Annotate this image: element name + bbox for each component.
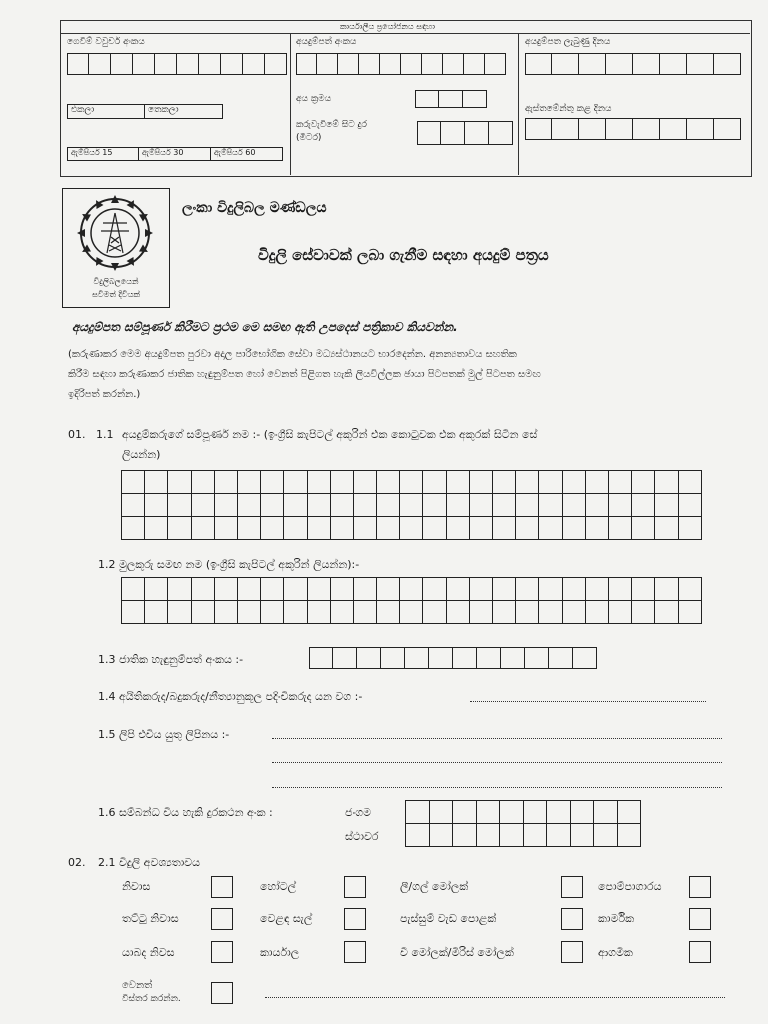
letter-cell[interactable] bbox=[469, 578, 492, 601]
letter-cell[interactable] bbox=[214, 517, 237, 540]
letter-cell[interactable] bbox=[632, 601, 655, 624]
letter-cell[interactable] bbox=[353, 494, 376, 517]
letter-cell[interactable] bbox=[608, 578, 631, 601]
area-boxes[interactable] bbox=[415, 90, 487, 108]
letter-cell[interactable] bbox=[191, 471, 214, 494]
nic-digit-cell[interactable] bbox=[453, 647, 477, 669]
instructions-line-3: ඉදිරිපත් කරන්න.) bbox=[68, 389, 141, 400]
address-line-3[interactable] bbox=[272, 787, 722, 788]
letter-cell[interactable] bbox=[500, 824, 524, 847]
letter-cell[interactable] bbox=[214, 601, 237, 624]
letter-cell[interactable] bbox=[122, 601, 145, 624]
logo-caption-1: විදුලිබලයෙන් bbox=[93, 277, 139, 286]
ceb-logo bbox=[62, 188, 170, 308]
letter-cell[interactable] bbox=[168, 601, 191, 624]
option-label: වෙළඳ සැල් bbox=[260, 912, 313, 925]
mobile-label: ජංගම bbox=[345, 806, 372, 819]
letter-cell[interactable] bbox=[655, 517, 678, 540]
letter-cell[interactable] bbox=[585, 578, 608, 601]
letter-cell[interactable] bbox=[469, 471, 492, 494]
letter-cell[interactable] bbox=[539, 471, 562, 494]
letter-cell[interactable] bbox=[330, 494, 353, 517]
letter-cell[interactable] bbox=[655, 601, 678, 624]
letter-cell[interactable] bbox=[446, 601, 469, 624]
letter-cell[interactable] bbox=[632, 494, 655, 517]
letter-cell[interactable] bbox=[330, 471, 353, 494]
letter-cell[interactable] bbox=[608, 517, 631, 540]
letter-cell[interactable] bbox=[145, 471, 168, 494]
letter-cell[interactable] bbox=[500, 801, 524, 824]
letter-cell[interactable] bbox=[562, 601, 585, 624]
letter-cell[interactable] bbox=[617, 801, 641, 824]
option-label: නිවාස bbox=[122, 880, 151, 893]
letter-cell[interactable] bbox=[493, 494, 516, 517]
letter-cell[interactable] bbox=[237, 494, 260, 517]
letter-cell[interactable] bbox=[678, 601, 701, 624]
letter-cell[interactable] bbox=[429, 824, 453, 847]
letter-cell[interactable] bbox=[446, 494, 469, 517]
letter-cell[interactable] bbox=[547, 801, 571, 824]
option-checkbox[interactable] bbox=[211, 876, 233, 898]
letter-cell[interactable] bbox=[453, 824, 477, 847]
option-checkbox[interactable] bbox=[211, 908, 233, 930]
letter-cell[interactable] bbox=[261, 601, 284, 624]
letter-cell[interactable] bbox=[570, 801, 594, 824]
letter-cell[interactable] bbox=[214, 578, 237, 601]
letter-cell[interactable] bbox=[214, 494, 237, 517]
other-label: වෙනත් bbox=[122, 980, 153, 991]
nic-digit-cell[interactable] bbox=[573, 647, 597, 669]
option-checkbox[interactable] bbox=[344, 908, 366, 930]
letter-cell[interactable] bbox=[523, 824, 547, 847]
letter-cell[interactable] bbox=[330, 578, 353, 601]
fixed-label: ස්ථාවර bbox=[345, 830, 379, 843]
letter-cell[interactable] bbox=[423, 517, 446, 540]
letter-cell[interactable] bbox=[261, 494, 284, 517]
logo-caption-2: සවිමත් දිවියක් bbox=[92, 290, 140, 299]
letter-cell[interactable] bbox=[307, 601, 330, 624]
instructions-line-1: (කරුණාකර මෙම අයදුම්පත පුරවා අදාල පාරිභෝගික සේවා මධ්‍යස්ථානයට භාරදෙන්න. අනන්‍යතාවය සහතික bbox=[68, 349, 517, 360]
letter-cell[interactable] bbox=[493, 578, 516, 601]
letter-cell[interactable] bbox=[547, 824, 571, 847]
letter-cell[interactable] bbox=[307, 471, 330, 494]
nic-digit-cell[interactable] bbox=[549, 647, 573, 669]
received-date-label: අයදුම්පත ලැබුණු දිනය bbox=[525, 37, 611, 47]
question-1-6: 1.6 සම්බන්ධ විය හැකි දුරකථන අංක : bbox=[98, 806, 273, 819]
letter-cell[interactable] bbox=[284, 471, 307, 494]
option-label: හෝටල් bbox=[260, 880, 297, 893]
letter-cell[interactable] bbox=[678, 517, 701, 540]
other-description-line[interactable] bbox=[265, 997, 725, 998]
letter-cell[interactable] bbox=[353, 517, 376, 540]
nic-digit-cell[interactable] bbox=[333, 647, 357, 669]
letter-cell[interactable] bbox=[261, 578, 284, 601]
letter-cell[interactable] bbox=[237, 578, 260, 601]
letter-cell[interactable] bbox=[608, 601, 631, 624]
option-checkbox[interactable] bbox=[689, 908, 711, 930]
letter-cell[interactable] bbox=[423, 578, 446, 601]
nic-digit-cell[interactable] bbox=[501, 647, 525, 669]
nic-digit-cell[interactable] bbox=[525, 647, 549, 669]
letter-cell[interactable] bbox=[446, 471, 469, 494]
letter-cell[interactable] bbox=[122, 578, 145, 601]
question-1-1-number: 1.1 bbox=[96, 428, 114, 441]
option-label: කාර්යාල bbox=[260, 946, 300, 959]
letter-cell[interactable] bbox=[284, 601, 307, 624]
letter-cell[interactable] bbox=[493, 517, 516, 540]
letter-cell[interactable] bbox=[330, 601, 353, 624]
section-2-number: 02. bbox=[68, 856, 86, 869]
letter-cell[interactable] bbox=[562, 494, 585, 517]
letter-cell[interactable] bbox=[469, 494, 492, 517]
amp-60: ඇම්පියර් 60 bbox=[211, 147, 283, 161]
option-label: පැස්සුම් වැඩ පොළක් bbox=[400, 912, 497, 925]
letter-cell[interactable] bbox=[585, 471, 608, 494]
letter-cell[interactable] bbox=[516, 471, 539, 494]
letter-cell[interactable] bbox=[539, 601, 562, 624]
form-title: විදුලි සේවාවක් ලබා ගැනීම සඳහා අයදුම් පත්‍රය bbox=[258, 246, 549, 264]
letter-cell[interactable] bbox=[423, 471, 446, 494]
option-checkbox[interactable] bbox=[689, 876, 711, 898]
ownership-input-line[interactable] bbox=[470, 701, 706, 702]
letter-cell[interactable] bbox=[516, 517, 539, 540]
other-checkbox[interactable] bbox=[211, 982, 233, 1004]
distance-label: කරුවැවිමේ සිට දුර bbox=[296, 120, 367, 130]
phone-number-grid[interactable] bbox=[405, 800, 641, 847]
letter-cell[interactable] bbox=[562, 578, 585, 601]
letter-cell[interactable] bbox=[406, 824, 430, 847]
letter-cell[interactable] bbox=[377, 494, 400, 517]
letter-cell[interactable] bbox=[168, 471, 191, 494]
question-2-1: 2.1 විදුලි අවශ්‍යතාවය bbox=[98, 856, 201, 869]
letter-cell[interactable] bbox=[400, 601, 423, 624]
letter-cell[interactable] bbox=[400, 471, 423, 494]
instructions-heading: අයදුම්පත සම්පූර්ණ කිරීමට ප්‍රථම මෙ සමඟ ඇති උපදෙස් පත්‍රිකාව කියවන්න. bbox=[72, 320, 458, 334]
received-date-boxes[interactable] bbox=[525, 53, 741, 75]
letter-cell[interactable] bbox=[516, 578, 539, 601]
letter-cell[interactable] bbox=[423, 601, 446, 624]
letter-cell[interactable] bbox=[570, 824, 594, 847]
distance-boxes[interactable] bbox=[417, 121, 513, 145]
letter-cell[interactable] bbox=[469, 517, 492, 540]
letter-cell[interactable] bbox=[377, 601, 400, 624]
letter-cell[interactable] bbox=[237, 517, 260, 540]
address-line-2[interactable] bbox=[272, 762, 722, 763]
phase-boxes[interactable] bbox=[67, 104, 223, 119]
letter-cell[interactable] bbox=[145, 578, 168, 601]
letter-cell[interactable] bbox=[632, 517, 655, 540]
amp-boxes[interactable] bbox=[67, 147, 283, 161]
letter-cell[interactable] bbox=[377, 517, 400, 540]
letter-cell[interactable] bbox=[585, 601, 608, 624]
letter-cell[interactable] bbox=[632, 471, 655, 494]
question-1-3: 1.3 ජාතික හැඳුනුම්පත් අංකය :- bbox=[98, 653, 244, 666]
letter-cell[interactable] bbox=[353, 601, 376, 624]
letter-cell[interactable] bbox=[446, 578, 469, 601]
instructions-line-2: කිරීම සඳහා කරුණාකර ජාතික හැඳුනුම්පත හෝ වෙනත් පිළිගත හැකි ලියවිල්ලක ඡායා පිටපතක් මුල් පිටපත සමඟ bbox=[68, 369, 541, 380]
letter-cell[interactable] bbox=[594, 801, 618, 824]
question-1-5: 1.5 ලිපි එවිය යුතු ලිපිනය :- bbox=[98, 728, 230, 741]
option-label: කාර්මික bbox=[598, 912, 635, 925]
letter-cell[interactable] bbox=[585, 517, 608, 540]
letter-cell[interactable] bbox=[168, 578, 191, 601]
letter-cell[interactable] bbox=[145, 494, 168, 517]
letter-cell[interactable] bbox=[168, 494, 191, 517]
letter-cell[interactable] bbox=[122, 471, 145, 494]
question-1-1-text: අයදුම්කරුගේ සම්පූර්ණ නම :- (ඉංග්‍රීසි කැපිටල් අකුරින් එක කොටුවක එක අකුරක් සිටින සේ bbox=[122, 428, 538, 441]
letter-cell[interactable] bbox=[678, 578, 701, 601]
pylon-logo-icon bbox=[63, 189, 169, 279]
nic-digit-cell[interactable] bbox=[405, 647, 429, 669]
option-label: ආගමික bbox=[598, 946, 633, 959]
option-checkbox[interactable] bbox=[344, 876, 366, 898]
question-1-4: 1.4 අයිතිකරුද/බදුකරුද/නීත්‍යානුකූල පදිංචිකරුද යන වග :- bbox=[98, 690, 363, 703]
application-no-label: අයදුම්පත් අංකය bbox=[296, 37, 357, 47]
option-checkbox[interactable] bbox=[561, 908, 583, 930]
letter-cell[interactable] bbox=[493, 471, 516, 494]
letter-cell[interactable] bbox=[122, 517, 145, 540]
letter-cell[interactable] bbox=[377, 578, 400, 601]
nic-digit-cell[interactable] bbox=[477, 647, 501, 669]
letter-cell[interactable] bbox=[453, 801, 477, 824]
letter-cell[interactable] bbox=[562, 471, 585, 494]
letter-cell[interactable] bbox=[145, 601, 168, 624]
option-label: වී මෝලක්/මිරිස් මෝලක් bbox=[400, 946, 514, 959]
letter-cell[interactable] bbox=[429, 801, 453, 824]
section-1-number: 01. bbox=[68, 428, 86, 441]
estimate-date-label: ඇස්තමේන්තු කළ දිනය bbox=[525, 104, 612, 114]
letter-cell[interactable] bbox=[353, 578, 376, 601]
office-use-header: කාර්යාලීය ප්‍රයෝජනය සඳහා bbox=[340, 22, 435, 31]
letter-cell[interactable] bbox=[539, 578, 562, 601]
letter-cell[interactable] bbox=[214, 471, 237, 494]
letter-cell[interactable] bbox=[678, 494, 701, 517]
other-describe-label: විස්තර කරන්න. bbox=[122, 994, 181, 1004]
option-label: පොම්පාගාරය bbox=[598, 880, 662, 893]
voucher-no-label: ගෙවීම් වවුචර් අංකය bbox=[67, 37, 145, 47]
letter-cell[interactable] bbox=[400, 578, 423, 601]
letter-cell[interactable] bbox=[516, 494, 539, 517]
letter-cell[interactable] bbox=[655, 494, 678, 517]
option-checkbox[interactable] bbox=[211, 941, 233, 963]
amp-30: ඇම්පියර් 30 bbox=[139, 147, 211, 161]
letter-cell[interactable] bbox=[523, 801, 547, 824]
letter-cell[interactable] bbox=[191, 494, 214, 517]
letter-cell[interactable] bbox=[191, 517, 214, 540]
letter-cell[interactable] bbox=[585, 494, 608, 517]
single-phase-label: එකලා bbox=[67, 104, 145, 119]
address-line-1[interactable] bbox=[272, 738, 722, 739]
letter-cell[interactable] bbox=[168, 517, 191, 540]
application-no-boxes[interactable] bbox=[296, 53, 506, 75]
letter-cell[interactable] bbox=[377, 471, 400, 494]
letter-cell[interactable] bbox=[446, 517, 469, 540]
question-1-2: 1.2 මුලකුරු සමඟ නම (ඉංග්‍රීසි කැපිටල් අකුරින් ලියන්න):- bbox=[98, 558, 360, 571]
option-checkbox[interactable] bbox=[689, 941, 711, 963]
option-label: තට්ටු නිවාස bbox=[122, 912, 179, 925]
letter-cell[interactable] bbox=[307, 494, 330, 517]
option-label: ලී/ගල් මෝලක් bbox=[400, 880, 469, 893]
letter-cell[interactable] bbox=[608, 471, 631, 494]
letter-cell[interactable] bbox=[353, 471, 376, 494]
letter-cell[interactable] bbox=[191, 601, 214, 624]
letter-cell[interactable] bbox=[400, 494, 423, 517]
letter-cell[interactable] bbox=[330, 517, 353, 540]
letter-cell[interactable] bbox=[493, 601, 516, 624]
letter-cell[interactable] bbox=[476, 824, 500, 847]
letter-cell[interactable] bbox=[145, 517, 168, 540]
letter-cell[interactable] bbox=[655, 578, 678, 601]
letter-cell[interactable] bbox=[655, 471, 678, 494]
letter-cell[interactable] bbox=[122, 494, 145, 517]
letter-cell[interactable] bbox=[284, 494, 307, 517]
option-checkbox[interactable] bbox=[344, 941, 366, 963]
distance-unit: (මීටර) bbox=[296, 133, 322, 143]
letter-cell[interactable] bbox=[632, 578, 655, 601]
letter-cell[interactable] bbox=[539, 517, 562, 540]
letter-cell[interactable] bbox=[617, 824, 641, 847]
nic-digit-cell[interactable] bbox=[381, 647, 405, 669]
letter-cell[interactable] bbox=[237, 471, 260, 494]
letter-cell[interactable] bbox=[307, 578, 330, 601]
letter-cell[interactable] bbox=[423, 494, 446, 517]
question-1-1-text-2: ලියන්න) bbox=[122, 448, 161, 461]
letter-cell[interactable] bbox=[237, 601, 260, 624]
divider bbox=[518, 33, 519, 175]
name-with-initials-grid[interactable] bbox=[121, 577, 702, 624]
letter-cell[interactable] bbox=[469, 601, 492, 624]
option-label: යාබද නිවස bbox=[122, 946, 175, 959]
divider bbox=[290, 33, 291, 175]
voucher-no-boxes[interactable] bbox=[67, 53, 287, 75]
divider bbox=[60, 33, 750, 34]
letter-cell[interactable] bbox=[594, 824, 618, 847]
three-phase-label: තෙකලා bbox=[145, 104, 223, 119]
amp-15: ඇම්පියර් 15 bbox=[67, 147, 139, 161]
option-checkbox[interactable] bbox=[561, 876, 583, 898]
letter-cell[interactable] bbox=[539, 494, 562, 517]
letter-cell[interactable] bbox=[562, 517, 585, 540]
letter-cell[interactable] bbox=[476, 801, 500, 824]
letter-cell[interactable] bbox=[284, 517, 307, 540]
letter-cell[interactable] bbox=[261, 471, 284, 494]
letter-cell[interactable] bbox=[307, 517, 330, 540]
letter-cell[interactable] bbox=[516, 601, 539, 624]
nic-digit-cell[interactable] bbox=[357, 647, 381, 669]
letter-cell[interactable] bbox=[400, 517, 423, 540]
option-checkbox[interactable] bbox=[561, 941, 583, 963]
nic-digit-cell[interactable] bbox=[429, 647, 453, 669]
area-label: අය ක්‍රමය bbox=[296, 94, 332, 104]
letter-cell[interactable] bbox=[406, 801, 430, 824]
nic-number-boxes[interactable] bbox=[309, 647, 597, 669]
nic-digit-cell[interactable] bbox=[309, 647, 333, 669]
org-name: ලංකා විදුලිබල මණ්ඩලය bbox=[182, 200, 327, 216]
full-name-grid[interactable] bbox=[121, 470, 702, 540]
estimate-date-boxes[interactable] bbox=[525, 118, 741, 140]
letter-cell[interactable] bbox=[678, 471, 701, 494]
letter-cell[interactable] bbox=[261, 517, 284, 540]
letter-cell[interactable] bbox=[608, 494, 631, 517]
letter-cell[interactable] bbox=[284, 578, 307, 601]
letter-cell[interactable] bbox=[191, 578, 214, 601]
